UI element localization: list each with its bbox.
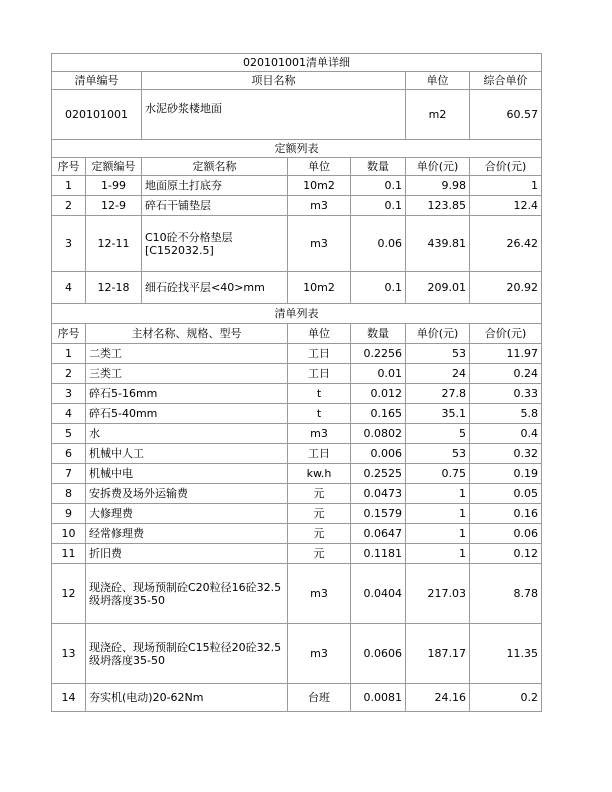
quota-unit: m3 — [288, 196, 351, 216]
material-unit: t — [288, 404, 351, 424]
material-unit: m3 — [288, 564, 351, 624]
material-qty: 0.2256 — [351, 344, 406, 364]
quota-unit: m3 — [288, 216, 351, 272]
quota-code-header: 定额编号 — [86, 158, 142, 176]
material-name: 机械中人工 — [86, 444, 288, 464]
material-no: 11 — [52, 544, 86, 564]
material-unit: 工日 — [288, 344, 351, 364]
material-name-header: 主材名称、规格、型号 — [86, 324, 288, 344]
quota-qty: 0.1 — [351, 176, 406, 196]
material-name: 二类工 — [86, 344, 288, 364]
material-unit: m3 — [288, 424, 351, 444]
material-row — [52, 684, 542, 712]
material-unit-header: 单位 — [288, 324, 351, 344]
material-qty: 0.165 — [351, 404, 406, 424]
material-name: 三类工 — [86, 364, 288, 384]
quota-code: 1-99 — [86, 176, 142, 196]
quota-header-row — [52, 158, 542, 176]
quota-name: 地面原土打底夯 — [142, 176, 288, 196]
quota-price: 123.85 — [406, 196, 470, 216]
quota-name-header: 定额名称 — [142, 158, 288, 176]
quota-no: 1 — [52, 176, 86, 196]
material-name: 夯实机(电动)20-62Nm — [86, 684, 288, 712]
material-no: 8 — [52, 484, 86, 504]
material-qty: 0.0473 — [351, 484, 406, 504]
material-no-header: 序号 — [52, 324, 86, 344]
material-section-row — [52, 304, 542, 324]
material-row — [52, 564, 542, 624]
quota-row — [52, 272, 542, 304]
material-name: 水 — [86, 424, 288, 444]
material-unit: 元 — [288, 524, 351, 544]
material-price: 24.16 — [406, 684, 470, 712]
bill-unit: m2 — [406, 90, 470, 140]
material-total: 0.19 — [470, 464, 542, 484]
quota-no: 2 — [52, 196, 86, 216]
material-row — [52, 424, 542, 444]
material-total: 5.8 — [470, 404, 542, 424]
quota-section-title: 定额列表 — [52, 140, 542, 158]
bill-header-row — [52, 72, 542, 90]
material-unit: 元 — [288, 544, 351, 564]
bill-unit-header: 单位 — [406, 72, 470, 90]
material-name: 现浇砼、现场预制砼C20粒径16砼32.5级坍落度35-50 — [86, 564, 288, 624]
material-total: 0.16 — [470, 504, 542, 524]
material-total: 11.35 — [470, 624, 542, 684]
material-no: 7 — [52, 464, 86, 484]
quota-total: 26.42 — [470, 216, 542, 272]
material-total: 11.97 — [470, 344, 542, 364]
material-no: 6 — [52, 444, 86, 464]
material-name: 大修理费 — [86, 504, 288, 524]
material-total: 8.78 — [470, 564, 542, 624]
material-no: 5 — [52, 424, 86, 444]
material-name: 折旧费 — [86, 544, 288, 564]
material-price: 0.75 — [406, 464, 470, 484]
material-qty: 0.1181 — [351, 544, 406, 564]
quota-code: 12-18 — [86, 272, 142, 304]
material-qty: 0.0081 — [351, 684, 406, 712]
quota-total-header: 合价(元) — [470, 158, 542, 176]
quota-row — [52, 176, 542, 196]
quota-code: 12-9 — [86, 196, 142, 216]
bill-code: 020101001 — [52, 90, 142, 140]
material-total: 0.12 — [470, 544, 542, 564]
quota-unit-header: 单位 — [288, 158, 351, 176]
quota-name: 细石砼找平层<40>mm — [142, 272, 288, 304]
material-row — [52, 464, 542, 484]
quota-qty: 0.1 — [351, 196, 406, 216]
quota-row — [52, 216, 542, 272]
material-price: 53 — [406, 444, 470, 464]
quota-row — [52, 196, 542, 216]
material-name: 机械中电 — [86, 464, 288, 484]
material-qty: 0.0606 — [351, 624, 406, 684]
material-row — [52, 384, 542, 404]
material-total-header: 合价(元) — [470, 324, 542, 344]
title-row — [52, 54, 542, 72]
material-price: 24 — [406, 364, 470, 384]
bill-code-header: 清单编号 — [52, 72, 142, 90]
material-total: 0.32 — [470, 444, 542, 464]
material-total: 0.24 — [470, 364, 542, 384]
material-row — [52, 624, 542, 684]
material-unit: kw.h — [288, 464, 351, 484]
quota-total: 20.92 — [470, 272, 542, 304]
material-price: 5 — [406, 424, 470, 444]
quota-unit: 10m2 — [288, 176, 351, 196]
material-no: 13 — [52, 624, 86, 684]
quota-qty: 0.06 — [351, 216, 406, 272]
material-name: 经常修理费 — [86, 524, 288, 544]
material-qty: 0.0647 — [351, 524, 406, 544]
quota-price-header: 单价(元) — [406, 158, 470, 176]
material-no: 4 — [52, 404, 86, 424]
quota-qty-header: 数量 — [351, 158, 406, 176]
quota-total: 12.4 — [470, 196, 542, 216]
material-unit: 工日 — [288, 444, 351, 464]
material-unit: 台班 — [288, 684, 351, 712]
material-total: 0.4 — [470, 424, 542, 444]
material-row — [52, 504, 542, 524]
material-unit: 元 — [288, 504, 351, 524]
material-qty: 0.012 — [351, 384, 406, 404]
material-price: 1 — [406, 484, 470, 504]
bill-detail-table — [51, 53, 542, 712]
material-no: 3 — [52, 384, 86, 404]
bill-unit-price-header: 综合单价 — [470, 72, 542, 90]
material-unit: 工日 — [288, 364, 351, 384]
material-price: 1 — [406, 524, 470, 544]
quota-name: C10砼不分格垫层[C152032.5] — [142, 216, 288, 272]
quota-no-header: 序号 — [52, 158, 86, 176]
material-unit: t — [288, 384, 351, 404]
quota-code: 12-11 — [86, 216, 142, 272]
material-no: 12 — [52, 564, 86, 624]
material-qty: 0.0404 — [351, 564, 406, 624]
material-price: 187.17 — [406, 624, 470, 684]
material-row — [52, 344, 542, 364]
material-total: 0.05 — [470, 484, 542, 504]
material-row — [52, 484, 542, 504]
material-price: 1 — [406, 504, 470, 524]
material-row — [52, 444, 542, 464]
material-unit: 元 — [288, 484, 351, 504]
material-no: 9 — [52, 504, 86, 524]
material-price-header: 单价(元) — [406, 324, 470, 344]
quota-no: 4 — [52, 272, 86, 304]
bill-unit-price: 60.57 — [470, 90, 542, 140]
material-price: 35.1 — [406, 404, 470, 424]
table-title: 020101001清单详细 — [52, 54, 542, 72]
material-no: 14 — [52, 684, 86, 712]
quota-price: 9.98 — [406, 176, 470, 196]
material-name: 安拆费及场外运输费 — [86, 484, 288, 504]
material-qty: 0.0802 — [351, 424, 406, 444]
material-name: 碎石5-16mm — [86, 384, 288, 404]
material-qty: 0.1579 — [351, 504, 406, 524]
material-total: 0.06 — [470, 524, 542, 544]
material-header-row — [52, 324, 542, 344]
quota-no: 3 — [52, 216, 86, 272]
bill-name-header: 项目名称 — [142, 72, 406, 90]
material-total: 0.33 — [470, 384, 542, 404]
material-section-title: 清单列表 — [52, 304, 542, 324]
quota-price: 439.81 — [406, 216, 470, 272]
material-qty: 0.2525 — [351, 464, 406, 484]
material-no: 2 — [52, 364, 86, 384]
material-price: 1 — [406, 544, 470, 564]
material-qty: 0.006 — [351, 444, 406, 464]
material-row — [52, 524, 542, 544]
material-price: 217.03 — [406, 564, 470, 624]
material-no: 10 — [52, 524, 86, 544]
quota-total: 1 — [470, 176, 542, 196]
material-name: 碎石5-40mm — [86, 404, 288, 424]
bill-row — [52, 90, 542, 140]
quota-name: 碎石干铺垫层 — [142, 196, 288, 216]
material-price: 53 — [406, 344, 470, 364]
material-name: 现浇砼、现场预制砼C15粒径20砼32.5级坍落度35-50 — [86, 624, 288, 684]
material-price: 27.8 — [406, 384, 470, 404]
material-row — [52, 544, 542, 564]
material-no: 1 — [52, 344, 86, 364]
quota-unit: 10m2 — [288, 272, 351, 304]
quota-price: 209.01 — [406, 272, 470, 304]
material-row — [52, 404, 542, 424]
material-unit: m3 — [288, 624, 351, 684]
quota-section-row — [52, 140, 542, 158]
bill-name: 水泥砂浆楼地面 — [142, 90, 406, 140]
quota-qty: 0.1 — [351, 272, 406, 304]
material-qty: 0.01 — [351, 364, 406, 384]
material-qty-header: 数量 — [351, 324, 406, 344]
material-total: 0.2 — [470, 684, 542, 712]
material-row — [52, 364, 542, 384]
